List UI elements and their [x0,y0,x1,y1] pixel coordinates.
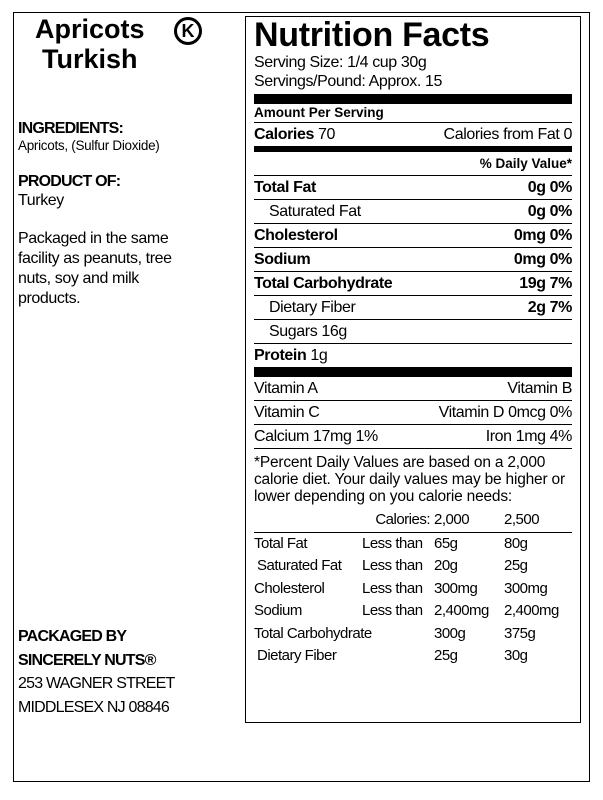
nutrition-title: Nutrition Facts [254,16,490,54]
calories-label: Calories [254,126,314,143]
sat-fat-row [254,200,572,224]
daily-value-footnote: *Percent Daily Values are based on a 2,000 calorie diet. Your daily values may be higher or lower depending on you calorie needs: [254,454,565,505]
left-panel [18,14,228,309]
total-carb-label: Total Carbohydrate [254,275,393,292]
sodium-row [254,248,572,272]
iron: Iron 1mg 4% [485,428,572,445]
ref-value-2000: 300mg [434,579,478,597]
vitamin-ab-row [254,377,572,401]
ref-nutrient: Total Fat [254,534,308,552]
sodium-value: 0mg 0% [513,251,572,268]
ref-value-2500: 30g [504,647,528,664]
table-row [254,623,572,646]
protein-row [254,344,572,367]
serving-size: Serving Size: 1/4 cup 30g [254,54,427,71]
total-carb-value: 19g 7% [519,275,572,292]
ref-nutrient: Saturated Fat [257,557,342,574]
origin-section [18,173,228,211]
daily-value-header: % Daily Value* [254,152,572,176]
packager-line4: MIDDLESEX NJ 08846 [18,698,170,716]
sat-fat-value: 0g 0% [527,203,572,220]
table-row [254,578,572,601]
total-carb-row [254,272,572,296]
product-name-line2: Turkish [42,44,138,74]
origin-label: PRODUCT OF: [18,173,121,190]
vitamin-b: Vitamin B [507,380,572,397]
calcium: Calcium 17mg 1% [254,428,378,445]
protein-value: 1g [310,347,328,364]
ref-calories-label: Calories: [362,509,434,532]
servings-per-pound: Servings/Pound: Approx. 15 [254,73,442,90]
vitamin-d: Vitamin D 0mcg 0% [438,404,572,421]
ingredients-label: INGREDIENTS: [18,120,124,137]
calories-value: 70 [318,126,335,143]
ref-qualifier: Less than [362,602,423,619]
calcium-iron-row [254,425,572,449]
packager-line3: 253 WAGNER STREET [18,675,175,692]
fiber-row [254,296,572,320]
ref-nutrient: Total Carbohydrate [254,624,372,642]
ref-value-2500: 80g [504,534,528,552]
table-row [254,600,572,623]
sugars-row [254,320,572,344]
thick-divider-vitamins [254,367,572,377]
cholesterol-value: 0mg 0% [513,227,572,244]
ref-value-2000: 20g [434,557,458,574]
total-fat-value: 0g 0% [527,179,572,196]
total-fat-label: Total Fat [254,179,316,196]
thick-divider [254,94,572,104]
packager-line2: SINCERELY NUTS® [18,651,156,669]
ref-2500: 2,500 [504,509,572,532]
ref-qualifier: Less than [362,579,423,597]
ref-value-2500: 375g [504,624,536,642]
vitamin-c: Vitamin C [254,404,320,421]
ref-value-2500: 2,400mg [504,602,559,619]
ref-2000: 2,000 [434,509,504,532]
amount-per-serving: Amount Per Serving [254,104,572,123]
ref-value-2000: 65g [434,534,458,552]
nutrition-facts-panel [245,16,581,723]
origin-text: Turkey [18,192,64,209]
ref-nutrient: Cholesterol [254,579,325,597]
cholesterol-row [254,224,572,248]
sodium-label: Sodium [254,251,311,268]
table-row [254,532,572,555]
reference-table [254,509,572,668]
fiber-label: Dietary Fiber [269,299,356,316]
vitamin-cd-row [254,401,572,425]
ref-value-2500: 300mg [504,579,548,597]
ref-value-2000: 300g [434,624,466,642]
ingredients-text: Apricots, (Sulfur Dioxide) [18,138,160,153]
sat-fat-label: Saturated Fat [269,203,361,220]
product-title [18,14,218,74]
reference-header-row [254,509,572,532]
kosher-icon: K [174,17,202,45]
packager-info [18,625,228,719]
ref-qualifier: Less than [362,534,423,552]
total-fat-row [254,176,572,200]
product-name-line1: Apricots [35,14,145,44]
calories-from-fat: Calories from Fat 0 [443,126,572,143]
ref-value-2500: 25g [504,557,528,574]
packager-line1: PACKAGED BY [18,628,127,645]
ingredients-section [18,120,228,153]
table-row [254,645,572,668]
sugars-label: Sugars 16g [269,323,347,340]
protein-label: Protein [254,347,307,364]
ref-value-2000: 2,400mg [434,602,489,619]
fiber-value: 2g 7% [527,299,572,316]
ref-nutrient: Dietary Fiber [257,647,337,664]
table-row [254,555,572,578]
ref-nutrient: Sodium [254,602,302,619]
calories-row [254,123,572,147]
vitamin-a: Vitamin A [254,380,318,397]
allergen-statement: Packaged in the same facility as peanuts, tree nuts, soy and milk products. [18,230,172,307]
ref-value-2000: 25g [434,647,458,664]
ref-qualifier: Less than [362,557,423,574]
cholesterol-label: Cholesterol [254,227,338,244]
